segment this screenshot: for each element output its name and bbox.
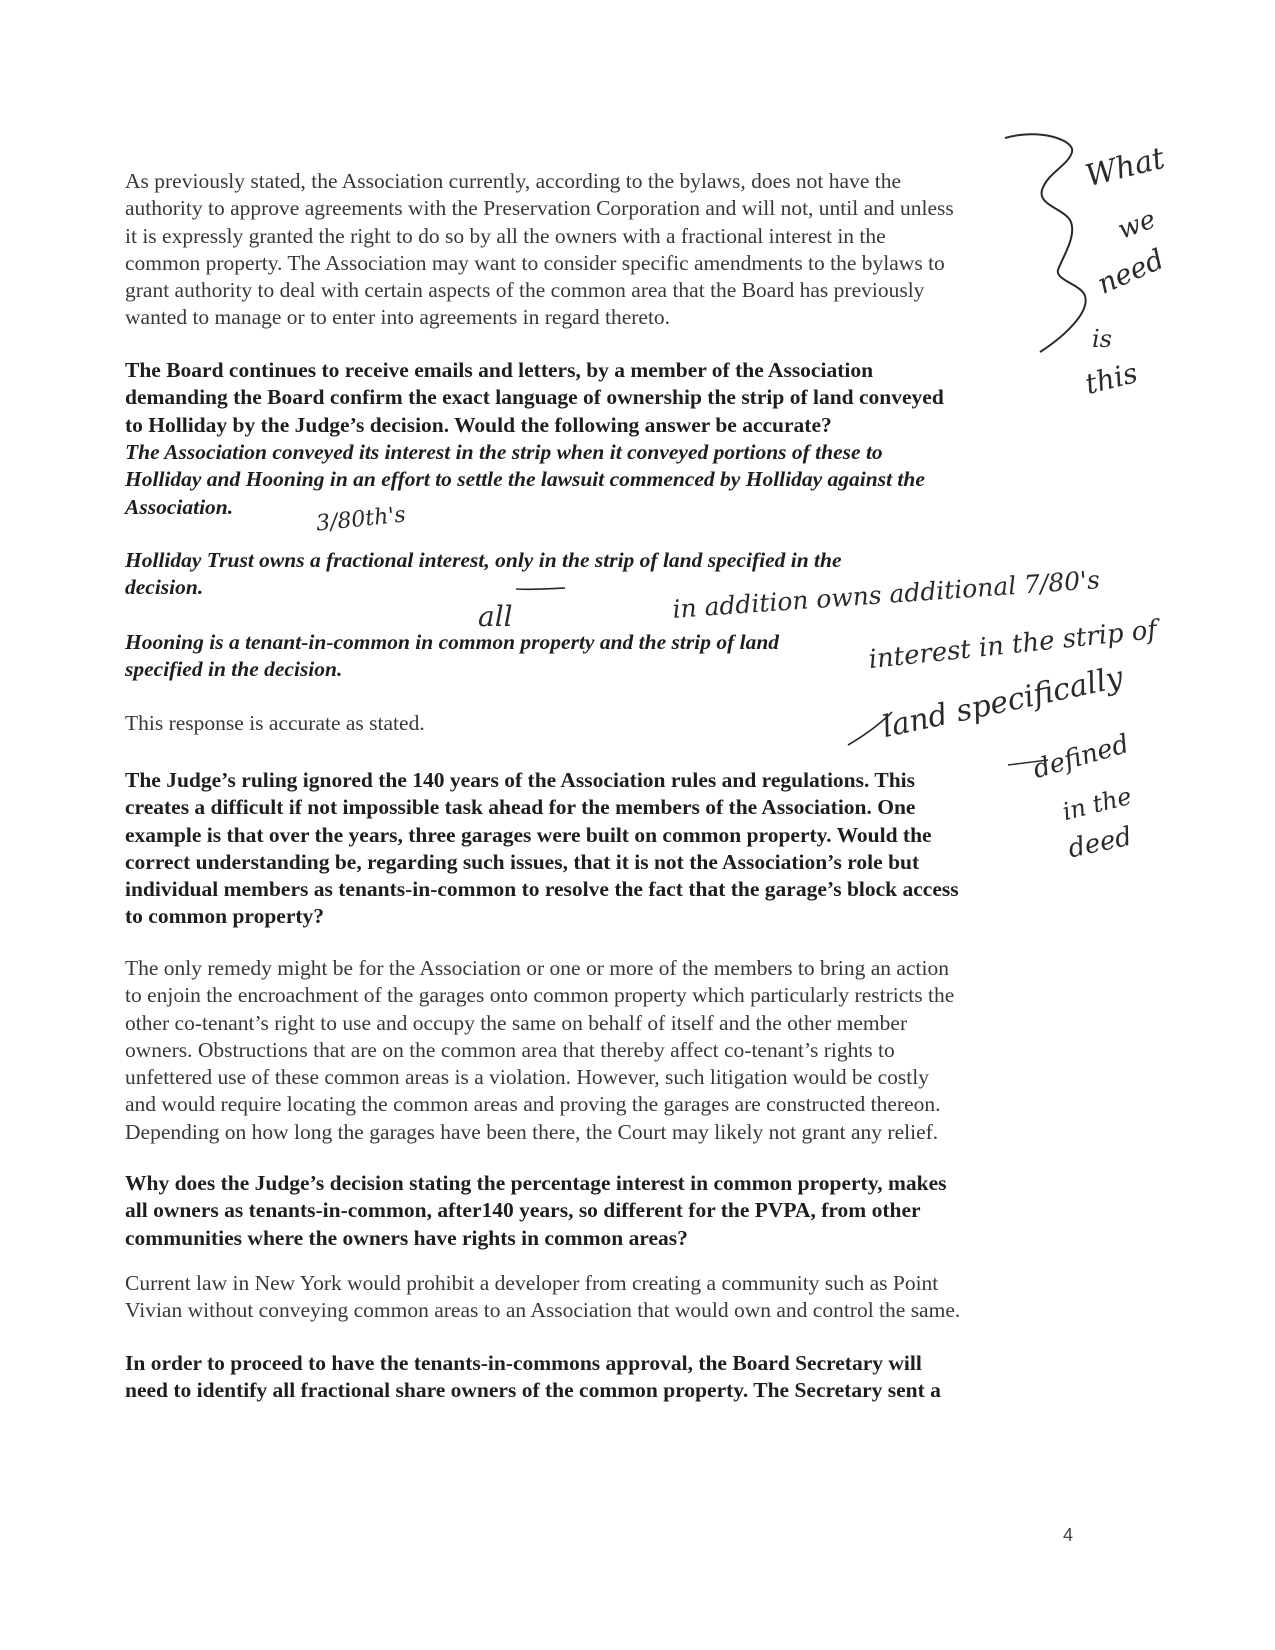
text-line: specified in the decision. <box>125 657 343 682</box>
text-line: creates a difficult if not impossible task ahead for the members of the Association. One <box>125 795 916 820</box>
text-line: Hooning is a tenant-in-common in common property and the strip of land <box>125 630 780 654</box>
text-line: Current law in New York would prohibit a developer from creating a community such as Point <box>125 1271 939 1295</box>
text-line: to Holliday by the Judge’s decision. Would the following answer be accurate? <box>125 412 832 437</box>
handwritten-note-we: we <box>1114 204 1160 246</box>
text-line: Vivian without conveying common areas to an Association that would own and control the same. <box>125 1298 961 1323</box>
text-line: unfettered use of these common areas is a violation. However, such litigation would be costly <box>125 1065 929 1090</box>
handwritten-note-this: this <box>1081 356 1141 401</box>
text-line: owners. Obstructions that are on the common area that thereby affect co-tenant’s rights to <box>125 1037 895 1062</box>
text-line: grant authority to deal with certain aspects of the common area that the Board has previously <box>125 278 925 303</box>
text-line: all owners as tenants-in-common, after140 years, so different for the PVPA, from other <box>125 1198 921 1223</box>
margin-bracket-stroke <box>1005 134 1086 352</box>
text-line: Association. <box>125 494 234 519</box>
text-line: to common property? <box>125 904 325 929</box>
text-line: Holliday and Hooning in an effort to settle the lawsuit commenced by Holliday against the <box>125 467 925 492</box>
text-line: it is expressly granted the right to do so by all the owners with a fractional interest in the <box>125 223 886 248</box>
text-line: The Association conveyed its interest in the strip when it conveyed portions of these to <box>125 440 883 464</box>
text-line: The Judge’s ruling ignored the 140 years of the Association rules and regulations. This <box>125 768 916 792</box>
text-line: common property. The Association may want to consider specific amendments to the bylaws to <box>125 250 945 275</box>
text-line: authority to approve agreements with the Preservation Corporation and will not, until and unless <box>125 196 954 221</box>
text-line: Depending on how long the garages have been there, the Court may likely not grant any relief. <box>125 1119 939 1144</box>
text-line: other co-tenant’s right to use and occupy the same on behalf of itself and the other member <box>125 1010 908 1035</box>
handwritten-addition-line-1: in addition owns additional 7/80's <box>671 565 1101 624</box>
text-line: correct understanding be, regarding such issues, that it is not the Association’s role but <box>125 849 920 874</box>
text-line: need to identify all fractional share owners of the common property. The Secretary sent a <box>125 1378 941 1403</box>
text-line: As previously stated, the Association currently, according to the bylaws, does not have the <box>125 169 902 193</box>
handwritten-note-need: need <box>1092 242 1169 301</box>
handwritten-all-note: all <box>478 600 513 633</box>
text-line: The Board continues to receive emails and letters, by a member of the Association <box>125 358 874 382</box>
text-line: wanted to manage or to enter into agreements in regard thereto. <box>125 305 671 330</box>
page-number: 4 <box>1063 1525 1074 1545</box>
text-line: This response is accurate as stated. <box>125 711 425 735</box>
text-line: example is that over the years, three garages were built on common property. Would the <box>125 822 932 847</box>
handwritten-note-is: is <box>1092 325 1112 353</box>
handwritten-note-what: What <box>1081 140 1169 195</box>
text-line: Holliday Trust owns a fractional interest, only in the strip of land specified in the <box>125 548 842 572</box>
text-line: Why does the Judge’s decision stating the percentage interest in common property, makes <box>125 1171 947 1195</box>
text-line: communities where the owners have rights in common areas? <box>125 1225 688 1250</box>
text-line: to enjoin the encroachment of the garages onto common property which particularly restricts the <box>125 983 955 1008</box>
strip-underline-stroke <box>516 588 565 589</box>
handwritten-addition-line-4: defined <box>1029 729 1133 785</box>
handwritten-addition-line-2: interest in the strip of <box>867 614 1159 676</box>
text-line: and would require locating the common areas and proving the garages are constructed thereon. <box>125 1092 941 1117</box>
text-line: individual members as tenants-in-common to resolve the fact that the garage’s block access <box>125 877 959 902</box>
handwritten-fraction-note: 3/80th's <box>314 502 407 537</box>
handwritten-addition-line-6: deed <box>1065 821 1135 865</box>
handwritten-addition-line-5: in the <box>1059 781 1135 827</box>
text-line: demanding the Board confirm the exact language of ownership the strip of land conveyed <box>125 385 944 410</box>
text-line: The only remedy might be for the Association or one or more of the members to bring an action <box>125 956 949 980</box>
handwritten-addition-line-3: land specifically <box>879 659 1127 746</box>
text-line: decision. <box>125 575 204 600</box>
text-line: In order to proceed to have the tenants-in-commons approval, the Board Secretary will <box>125 1351 922 1375</box>
